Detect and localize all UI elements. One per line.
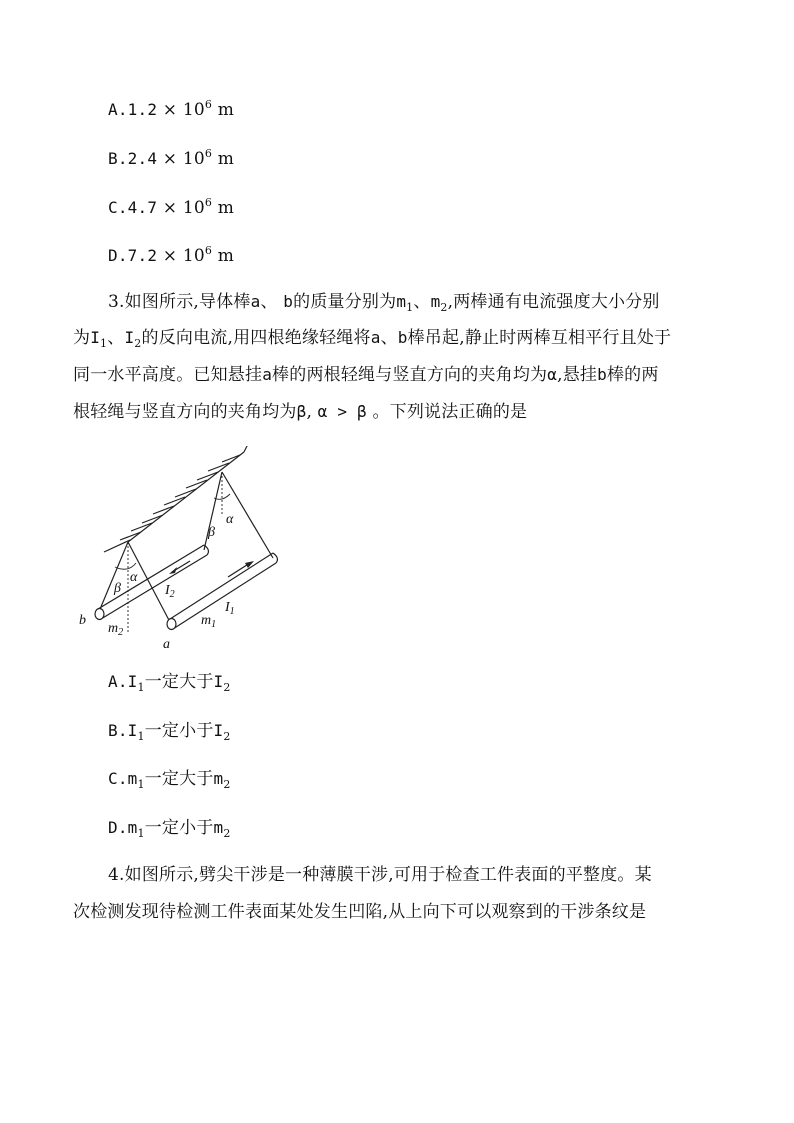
q3-option-b: $B.I_1$一定小于$I_2$ <box>108 721 231 743</box>
q2-option-b: $B.2.4 \times 10^6$ m <box>108 147 235 169</box>
q2-option-d: $D.7.2 \times 10^6$ m <box>108 244 235 266</box>
q3-option-a: $A.I_1$一定大于$I_2$ <box>108 672 231 694</box>
q2-option-a: $A.1.2 \times 10^6$ m <box>108 98 235 120</box>
rod-b-label: b <box>79 613 86 628</box>
q3-stem-line-4: 根轻绳与竖直方向的夹角均为β, α > β 。下列说法正确的是 <box>73 402 528 422</box>
q3-stem-line-2: 为$I_1$、$I_2$的反向电流,用四根绝缘轻绳将a、b棒吊起,静止时两棒互相平行且处于 <box>73 328 672 350</box>
mass-m2-label: $m_2$ <box>108 621 124 638</box>
q2-option-c: $C.4.7 \times 10^6$ m <box>108 196 235 218</box>
ceiling-hatching <box>104 446 248 552</box>
mass-m1-label: $m_1$ <box>201 613 217 630</box>
q3-stem-line-1: 3.如图所示,导体棒a、 b的质量分别为$m_1$、$m_2$,两棒通有电流强度大小分别 <box>108 292 660 314</box>
current-i2-label: $I_2$ <box>165 583 175 600</box>
back-beta-label: β <box>208 525 215 540</box>
rod-b <box>95 545 208 620</box>
q4-stem-line-2: 次检测发现待检测工件表面某处发生凹陷,从上向下可以观察到的干涉条纹是 <box>73 902 647 922</box>
current-i1-label: $I_1$ <box>225 600 235 617</box>
q4-stem-line-1: 4.如图所示,劈尖干涉是一种薄膜干涉,可用于检查工件表面的平整度。某 <box>108 865 652 885</box>
back-alpha-label: α <box>226 512 234 527</box>
current-arrow-a-head <box>245 561 254 568</box>
suspended-rods-diagram <box>70 446 290 651</box>
current-arrow-b-head <box>169 567 177 574</box>
front-alpha-label: α <box>130 570 138 585</box>
rope-b-front <box>98 542 128 614</box>
q3-stem-line-3: 同一水平高度。已知悬挂a棒的两根轻绳与竖直方向的夹角均为α,悬挂b棒的两 <box>73 365 659 385</box>
front-beta-label: β <box>114 581 121 596</box>
rod-a-label: a <box>163 637 170 651</box>
q3-option-c: $C.m_1$一定大于$m_2$ <box>108 769 231 791</box>
q3-option-d: $D.m_1$一定小于$m_2$ <box>108 818 231 840</box>
